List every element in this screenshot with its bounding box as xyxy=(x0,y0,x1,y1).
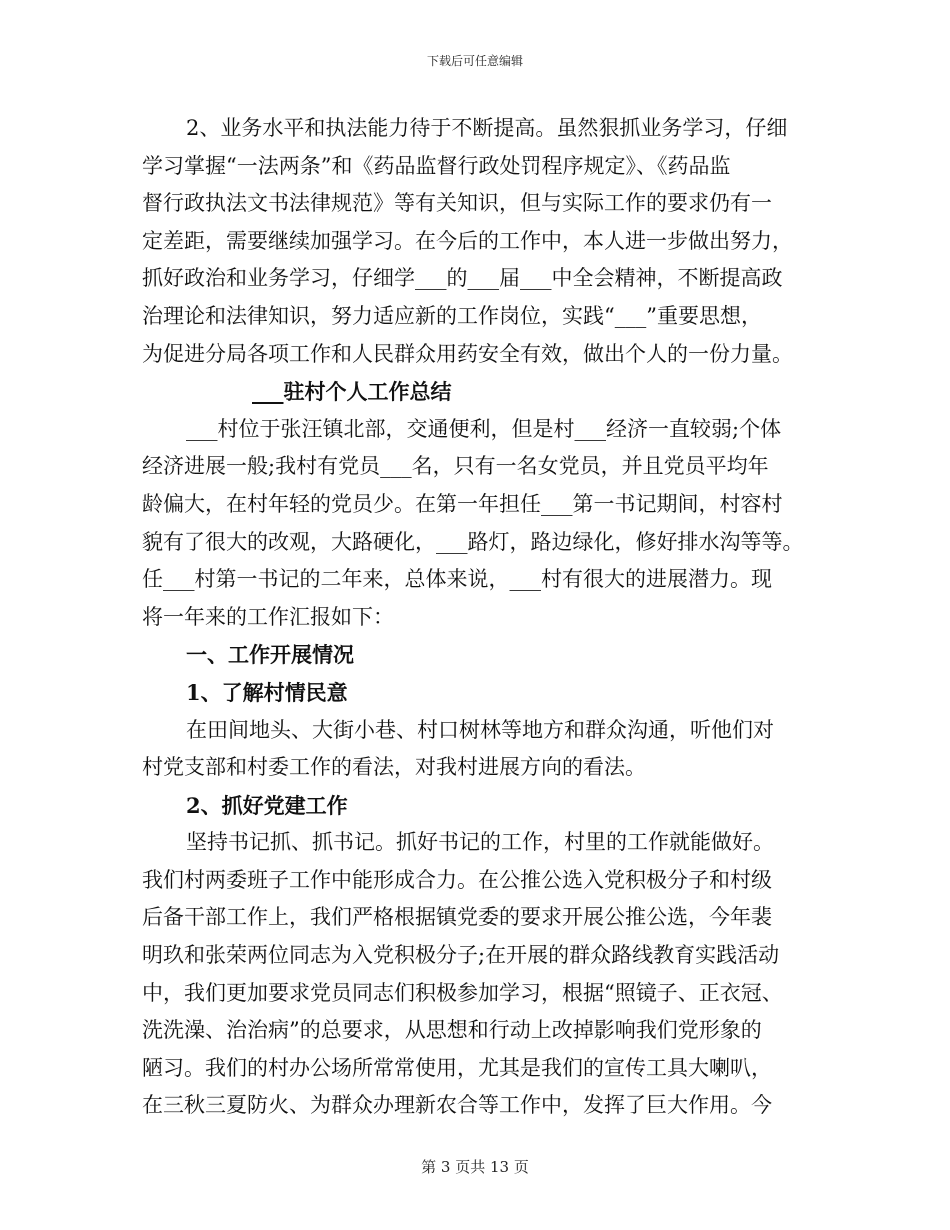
text-line: 学习掌握“一法两条”和《药品监督行政处罚程序规定》、《药品监 xyxy=(142,153,731,178)
text-line: 督行政执法文书法律规范》等有关知识，但与实际工作的要求仍有一 xyxy=(142,191,772,216)
text-line: 在田间地头、大街小巷、村口树林等地方和群众沟通，听他们对 xyxy=(186,717,774,742)
section-heading: 1、了解村情民意 xyxy=(186,679,348,705)
text-line: 龄偏大，在村年轻的党员少。在第一年担任___第一书记期间，村容村 xyxy=(142,491,783,516)
page-footer: 第 3 页共 13 页 xyxy=(421,1158,529,1176)
page-header: 下载后可任意编辑 xyxy=(426,54,523,68)
text-line: 在三秋三夏防火、为群众办理新农合等工作中，发挥了巨大作用。今 xyxy=(142,1093,772,1118)
text-line: 洗洗澡、治治病”的总要求，从思想和行动上改掉影响我们党形象的 xyxy=(142,1018,762,1043)
text-line: ___村位于张汪镇北部，交通便利，但是村___经济一直较弱;个体 xyxy=(186,416,782,441)
text-line: 任___村第一书记的二年来，总体来说，___村有很大的进展潜力。现 xyxy=(142,567,772,592)
text-line: 明玖和张荣两位同志为入党积极分子;在开展的群众路线教育实践活动 xyxy=(142,943,780,968)
section-heading: 一、工作开展情况 xyxy=(186,642,354,668)
text-line: 将一年来的工作汇报如下： xyxy=(142,604,394,629)
text-line: 治理论和法律知识，努力适应新的工作岗位，实践“___”重要思想， xyxy=(142,303,762,328)
text-line: 我们村两委班子工作中能形成合力。在公推公选入党积极分子和村级 xyxy=(142,867,772,892)
document-body xyxy=(142,110,822,1125)
text-line: 定差距，需要继续加强学习。在今后的工作中，本人进一步做出努力， xyxy=(142,228,793,253)
text-line: 村党支部和村委工作的看法，对我村进展方向的看法。 xyxy=(142,755,646,780)
text-line: 后备干部工作上，我们严格根据镇党委的要求开展公推公选，今年裴 xyxy=(142,905,772,930)
section-heading: 2、抓好党建工作 xyxy=(186,792,348,818)
text-line: 2、业务水平和执法能力待于不断提高。虽然狠抓业务学习，仔细 xyxy=(186,116,788,140)
text-line: 抓好政治和业务学习，仔细学___的___届___中全会精神，不断提高政 xyxy=(142,266,783,291)
text-line: 经济进展一般;我村有党员___名，只有一名女党员，并且党员平均年 xyxy=(142,454,769,479)
text-line: 为促进分局各项工作和人民群众用药安全有效，做出个人的一份力量。 xyxy=(142,341,793,366)
section-title: ___驻村个人工作总结 xyxy=(252,379,452,405)
text-line: 貌有了很大的改观，大路硬化，___路灯，路边绿化，修好排水沟等等。 xyxy=(142,529,804,554)
text-line: 中，我们更加要求党员同志们积极参加学习，根据“照镜子、正衣冠、 xyxy=(142,980,783,1005)
text-line: 陋习。我们的村办公场所常常使用，尤其是我们的宣传工具大喇叭， xyxy=(142,1055,772,1080)
text-line: 坚持书记抓、抓书记。抓好书记的工作，村里的工作就能做好。 xyxy=(186,830,774,855)
